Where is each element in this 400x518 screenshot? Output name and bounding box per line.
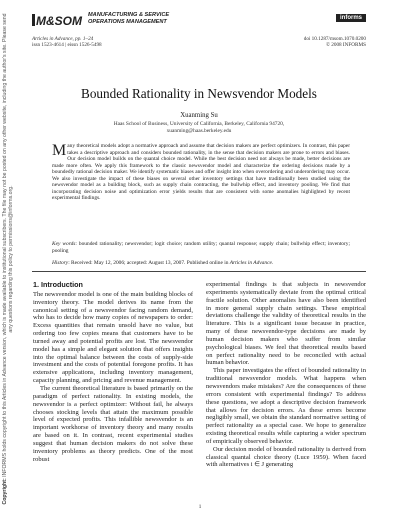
article-history [52, 260, 350, 267]
issue-pages: Articles in Advance, pp. 1–24 [32, 36, 94, 42]
journal-header [32, 10, 366, 68]
author-name: Xuanming Su [180, 112, 218, 119]
body-paragraph: The newsvendor model is one of the main building blocks of inventory theory. The model derives its name from the canonical setting of a newsvendor facing random demand, who has to decide how many copies of newspapers to order: Excess quantities that remain unsold have no value, but ordering too few copies means that customers have to be turned away and potential profits are lost. The newsvendor model has a simple and elegant solution that offers insights into the optimal balance between the costs of supply-side investment and the costs of potential foregone profits. It has extensive applications, including inventory management, capacity planning, and pricing and revenue management. [33, 290, 193, 385]
history-text: : Received: May 12, 2006; accepted: August 13, 2007. Published online in [68, 260, 230, 266]
affiliation-line: Haas School of Business, University of California, Berkeley, California 94720, [113, 121, 285, 127]
copyright-text: INFORMS holds copyright to this Articles in Advance version, which is made available to institutional subscribers. The file may not be posted on any other website, including the author's site. Please send any questions regarding this policy to permissions@informs.org. [2, 13, 14, 477]
issue-info [32, 36, 102, 49]
keywords-label: Key words [52, 241, 76, 247]
svg-text:M&SOM: M&SOM [36, 14, 82, 28]
journal-name-line1: MANUFACTURING & SERVICE [88, 12, 170, 18]
copyright-notice [2, 9, 14, 509]
body-paragraph: experimental findings is that subjects in newsvendor experiments systematically deviate from the optimal critical fractile solution. Other anomalies have also been identified in more general supply chain settings. These empirical deviations challenge the validity of theoretical results in the literature. This is a significant issue because in practice, many of these newsvendor-type decisions are made by human decision makers who suffer from similar psychological biases. We feel that theoretical results based on perfect rationality need to be reconciled with actual human behavior. [206, 281, 366, 367]
abstract-text: any theoretical models adopt a normative approach and assume that decision makers are perfect optimizers. In contrast, this paper takes a descriptive approach and considers bounded rationality, in the sense that decision makers are prone to errors and biases. Our decision model builds on the quantal choice model. While the best decision need not always be made, better decisions are made more often. We apply this framework to the classic newsvendor model and characterize the ordering decisions made by a boundedly rational decision maker. We identify systematic biases and offer insight into when overordering and underordering may occur. We also investigate the impact of these biases on several other inventory settings that have traditionally been studied using the newsvendor model as a building block, such as supply chain contracting, the bullwhip effect, and inventory pooling. We find that incorporating decision noise and optimization error yields results that are consistent with some anomalies highlighted by recent experimental findings. [52, 143, 350, 201]
body-paragraph: This paper investigates the effect of bounded rationality in traditional newsvendor models. What happens when newsvendors make mistakes? Are the consequences of these errors consistent with experimental findings? To address these questions, we adopt a descriptive decision framework that allows for decision errors. As these errors become negligibly small, we obtain the standard normative setting of perfect rationality as a special case. We hope to generalize existing theoretical results while capturing a wider spectrum of empirically observed behavior. [206, 367, 366, 445]
copyright-label: Copyright: [2, 478, 8, 505]
author-email: xuanming@haas.berkeley.edu [166, 127, 232, 134]
section-divider [32, 271, 366, 272]
body-paragraph: Our decision model of bounded rationality is derived from classical quantal choice theory (Luce 1959). When faced with alternatives i ∈ J generating [206, 445, 366, 469]
doi-info [304, 36, 366, 49]
abstract-dropcap: M [52, 142, 67, 159]
keywords [52, 241, 350, 254]
history-label: History [52, 260, 69, 266]
keywords-text: : bounded rationality; newsvendor; logit choice; random utility; quantal response; supply chain; bullwhip effect; inventory; pooling [52, 241, 350, 254]
doi-line: doi 10.1287/msom.1070.0200 [303, 36, 366, 42]
right-column [206, 281, 366, 469]
author-affiliation [32, 121, 366, 134]
body-paragraph: The current theoretical literature is based primarily on the paradigm of perfect rationality. In existing models, the newsvendor is a perfect optimizer: Without fail, he always chooses stocking levels that attain the maximum possible level of expected profits. This infallible newsvendor is an important workhorse of inventory theory and many results are based on it. In contrast, recent experimental studies suggest that human decision makers do not solve these inventory problems as theory predicts. One of the most robust [33, 384, 193, 463]
page-number: 1 [198, 504, 202, 510]
section-heading: 1. Introduction [33, 280, 83, 289]
history-italic: Articles in Advance. [229, 260, 274, 266]
copyright-sidebar [0, 0, 16, 518]
msom-logo-icon [32, 12, 84, 28]
journal-name [88, 12, 169, 25]
left-column [33, 281, 193, 463]
publisher-logo: informs [336, 14, 366, 22]
article-title: Bounded Rationality in Newsvendor Models [81, 86, 317, 101]
journal-logo [32, 12, 84, 28]
abstract [52, 143, 350, 202]
copyright-year: © 2008 INFORMS [326, 42, 366, 49]
journal-name-line2: OPERATIONS MANAGEMENT [88, 18, 167, 25]
issn-line: issn 1523-4614 | eissn 1526-5498 [32, 42, 102, 49]
